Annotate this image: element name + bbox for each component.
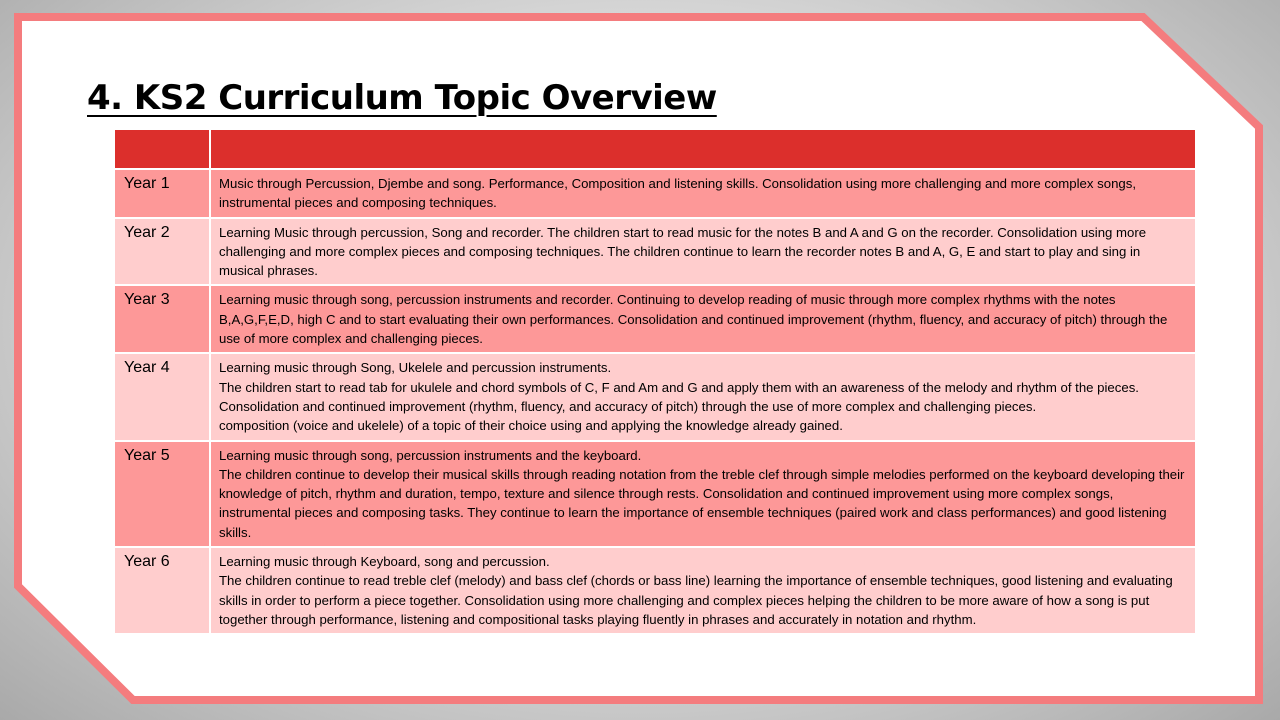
table-row [114, 218, 1196, 286]
description-line: The children continue to read treble clef (melody) and bass clef (chords or bass line) learning the importance of ensemble techniques, good listening and evaluating skills in order to perform a piece together. Consolidation using more challenging and complex pieces helping the children to be more aware of how a song is put together through performance, listening and compositional tasks playing fluently in phrases and accurately in notation and rhythm. [219, 573, 1173, 627]
topic-description [210, 353, 1196, 440]
topic-description [210, 169, 1196, 218]
topic-description [210, 218, 1196, 286]
header-cell-description [210, 129, 1196, 169]
table-row [114, 285, 1196, 353]
year-label: Year 3 [114, 285, 210, 353]
table-row [114, 353, 1196, 440]
description-line: Music through Percussion, Djembe and song. Performance, Composition and listening skills. Consolidation using more challenging and more complex songs, instrumental pieces and composing techniques. [219, 176, 1137, 211]
description-line: composition (voice and ukelele) of a topic of their choice using and applying the knowledge already gained. [219, 418, 843, 434]
description-line: Learning music through Keyboard, song and percussion. [219, 554, 550, 570]
table-row [114, 169, 1196, 218]
table-row [114, 441, 1196, 547]
year-label: Year 6 [114, 547, 210, 634]
table-body [114, 129, 1196, 634]
header-cell-year [114, 129, 210, 169]
curriculum-table [113, 128, 1197, 635]
description-line: The children start to read tab for ukulele and chord symbols of C, F and Am and G and apply them with an awareness of the melody and rhythm of the pieces. [219, 379, 1139, 395]
topic-description [210, 441, 1196, 547]
topic-description [210, 547, 1196, 634]
description-line: Learning music through Song, Ukelele and percussion instruments. [219, 360, 612, 376]
page-title: 4. KS2 Curriculum Topic Overview [87, 78, 717, 118]
description-line: Learning music through song, percussion instruments and recorder. Continuing to develop reading of music through more complex rhythms with the notes B,A,G,F,E,D, high C and to start evaluating their own performances. Consolidation and continued improvement (rhythm, fluency, and accuracy of pitch) through the use of more complex and challenging pieces. [219, 292, 1168, 347]
year-label: Year 4 [114, 353, 210, 440]
table-row [114, 547, 1196, 634]
description-line: Learning Music through percussion, Song and recorder. The children start to read music for the notes B and A and G on the recorder. Consolidation using more challenging and more complex pieces and composing techniques. The children continue to learn the recorder notes B and A, G, E and start to play and sing in musical phrases. [219, 224, 1147, 279]
description-line: The children continue to develop their musical skills through reading notation from the treble clef through simple melodies performed on the keyboard developing their knowledge of pitch, rhythm and duration, tempo, texture and silence through rests. Consolidation and continued improvement using more complex songs, instrumental pieces and composing tasks. They continue to learn the importance of ensemble techniques (paired work and class performances) and good listening skills. [219, 466, 1185, 540]
description-line: Consolidation and continued improvement (rhythm, fluency, and accuracy of pitch) through the use of more complex and challenging pieces. [219, 398, 1037, 414]
year-label: Year 5 [114, 441, 210, 547]
topic-description [210, 285, 1196, 353]
table-header-row [114, 129, 1196, 169]
description-line: Learning music through song, percussion instruments and the keyboard. [219, 447, 642, 463]
year-label: Year 1 [114, 169, 210, 218]
year-label: Year 2 [114, 218, 210, 286]
